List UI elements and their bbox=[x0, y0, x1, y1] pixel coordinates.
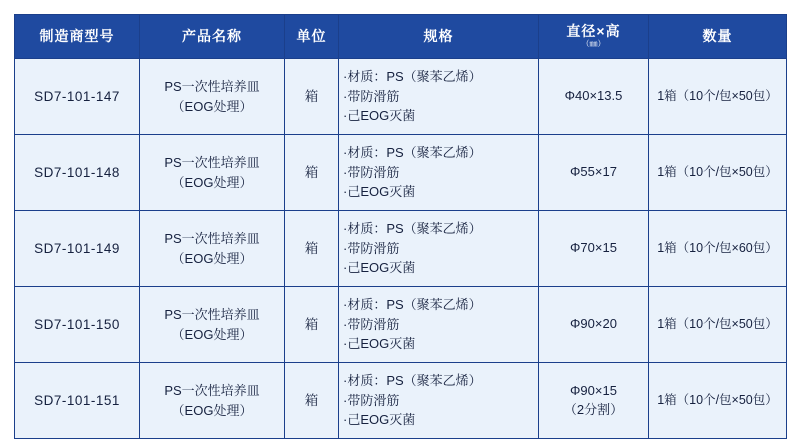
cell-product-name bbox=[140, 211, 285, 287]
cell-dimension bbox=[539, 135, 649, 211]
spec-line-1: ·材质：PS（聚苯乙烯） bbox=[343, 373, 482, 389]
spec-line-2: ·带防滑筋 bbox=[343, 88, 400, 104]
cell-model: SD7-101-150 bbox=[15, 287, 140, 363]
spec-line-3: ·己EOG灭菌 bbox=[343, 336, 416, 352]
dimension-line-1: Φ55×17 bbox=[570, 164, 617, 180]
cell-product-name bbox=[140, 363, 285, 439]
spec-line-2: ·带防滑筋 bbox=[343, 392, 400, 408]
spec-line-3: ·己EOG灭菌 bbox=[343, 184, 416, 200]
spec-line-1: ·材质：PS（聚苯乙烯） bbox=[343, 221, 482, 237]
cell-quantity: 1箱（10个/包×50包） bbox=[649, 287, 787, 363]
spec-line-1: ·材质：PS（聚苯乙烯） bbox=[343, 297, 482, 313]
product-name-line-1: PS一次性培养皿 bbox=[164, 231, 260, 246]
spec-line-1: ·材质：PS（聚苯乙烯） bbox=[343, 145, 482, 161]
table-row bbox=[15, 59, 787, 135]
column-header-spec-label: 规格 bbox=[423, 27, 454, 44]
cell-model: SD7-101-147 bbox=[15, 59, 140, 135]
cell-dimension bbox=[539, 211, 649, 287]
cell-quantity: 1箱（10个/包×50包） bbox=[649, 363, 787, 439]
cell-spec bbox=[339, 135, 539, 211]
cell-product-name bbox=[140, 287, 285, 363]
product-table bbox=[14, 14, 787, 439]
column-header-spec bbox=[339, 15, 539, 59]
cell-model: SD7-101-149 bbox=[15, 211, 140, 287]
dimension-line-1: Φ40×13.5 bbox=[564, 88, 623, 104]
cell-spec bbox=[339, 59, 539, 135]
cell-model: SD7-101-148 bbox=[15, 135, 140, 211]
column-header-product-name-label: 产品名称 bbox=[182, 27, 242, 44]
cell-spec bbox=[339, 287, 539, 363]
table-header-row bbox=[15, 15, 787, 59]
spec-line-3: ·己EOG灭菌 bbox=[343, 108, 416, 124]
cell-unit: 箱 bbox=[285, 287, 339, 363]
dimension-line-1: Φ90×20 bbox=[570, 316, 617, 332]
cell-quantity: 1箱（10个/包×50包） bbox=[649, 135, 787, 211]
product-name-line-1: PS一次性培养皿 bbox=[164, 79, 260, 94]
table-row bbox=[15, 287, 787, 363]
cell-quantity: 1箱（10个/包×60包） bbox=[649, 211, 787, 287]
product-name-line-2: （EOG处理） bbox=[171, 250, 253, 266]
cell-unit: 箱 bbox=[285, 211, 339, 287]
column-header-product-name bbox=[140, 15, 285, 59]
cell-spec bbox=[339, 211, 539, 287]
product-name-line-1: PS一次性培养皿 bbox=[164, 383, 260, 398]
column-header-quantity bbox=[649, 15, 787, 59]
dimension-line-1: Φ90×15 bbox=[570, 383, 617, 399]
cell-spec bbox=[339, 363, 539, 439]
spec-line-2: ·带防滑筋 bbox=[343, 240, 400, 256]
cell-dimension bbox=[539, 287, 649, 363]
spec-line-3: ·己EOG灭菌 bbox=[343, 260, 416, 276]
cell-dimension bbox=[539, 59, 649, 135]
column-header-unit bbox=[285, 15, 339, 59]
column-header-dimension-unit: （㎜） bbox=[581, 39, 606, 49]
column-header-model-label: 制造商型号 bbox=[39, 27, 115, 44]
table-row bbox=[15, 363, 787, 439]
product-name-line-1: PS一次性培养皿 bbox=[164, 155, 260, 170]
cell-quantity: 1箱（10个/包×50包） bbox=[649, 59, 787, 135]
spec-line-2: ·带防滑筋 bbox=[343, 316, 400, 332]
cell-unit: 箱 bbox=[285, 363, 339, 439]
column-header-quantity-label: 数量 bbox=[702, 27, 733, 44]
column-header-model bbox=[15, 15, 140, 59]
cell-product-name bbox=[140, 135, 285, 211]
cell-unit: 箱 bbox=[285, 59, 339, 135]
spec-line-1: ·材质：PS（聚苯乙烯） bbox=[343, 69, 482, 85]
table-header bbox=[15, 15, 787, 59]
product-name-line-2: （EOG处理） bbox=[171, 98, 253, 114]
cell-product-name bbox=[140, 59, 285, 135]
spec-line-2: ·带防滑筋 bbox=[343, 164, 400, 180]
table-row bbox=[15, 211, 787, 287]
product-name-line-2: （EOG处理） bbox=[171, 174, 253, 190]
cell-model: SD7-101-151 bbox=[15, 363, 140, 439]
cell-unit: 箱 bbox=[285, 135, 339, 211]
column-header-dimension bbox=[539, 15, 649, 59]
column-header-dimension-label: 直径×高 bbox=[566, 22, 621, 39]
table-row bbox=[15, 135, 787, 211]
dimension-line-1: Φ70×15 bbox=[570, 240, 617, 256]
column-header-unit-label: 单位 bbox=[296, 27, 327, 44]
cell-dimension bbox=[539, 363, 649, 439]
table-body bbox=[15, 59, 787, 439]
product-name-line-2: （EOG处理） bbox=[171, 402, 253, 418]
spec-line-3: ·己EOG灭菌 bbox=[343, 412, 416, 428]
product-name-line-2: （EOG处理） bbox=[171, 326, 253, 342]
dimension-line-2: （2分割） bbox=[563, 401, 624, 417]
product-name-line-1: PS一次性培养皿 bbox=[164, 307, 260, 322]
